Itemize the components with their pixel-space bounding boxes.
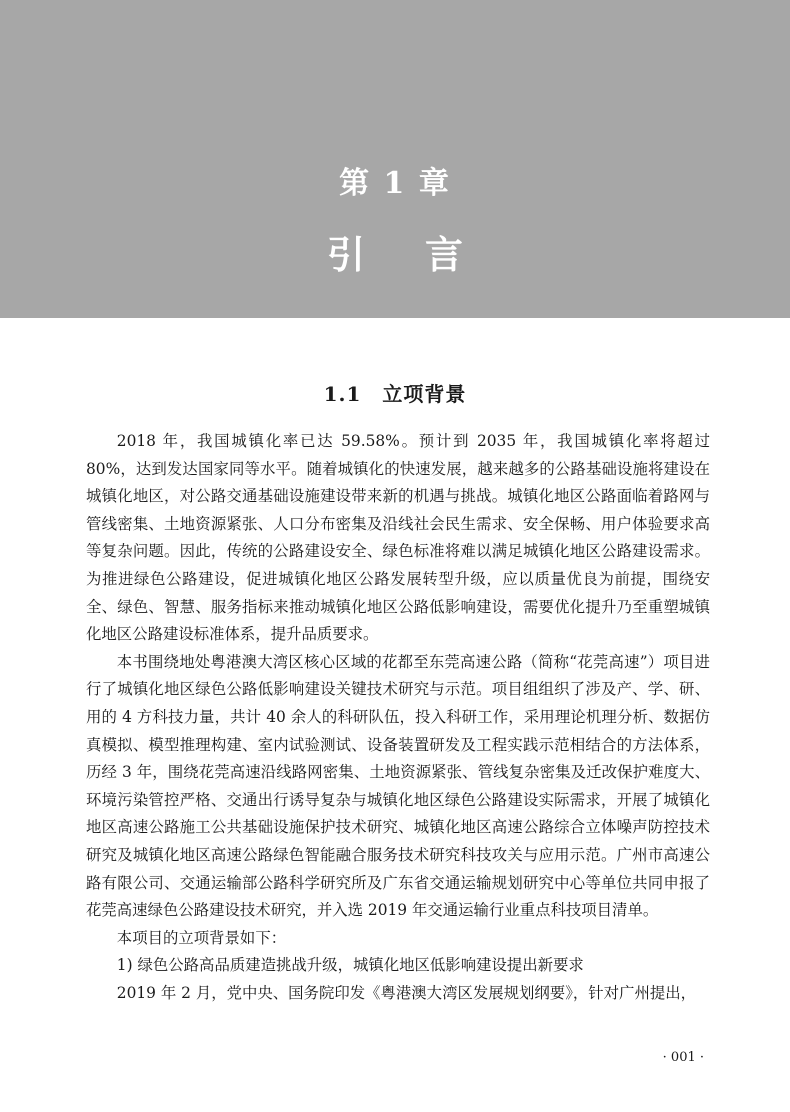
chapter-title: 引言	[326, 232, 523, 277]
paragraph: 本项目的立项背景如下：	[116, 928, 287, 947]
paragraph: 2018 年，我国城镇化率已达 59.58%。预计到 2035 年，我国城镇化率将超过 80%，达到发达国家同等水平。随着城镇化的快速发展，越来越多的公路基础设施将建设在城镇化地区，对公路交通基础设施建设带来新的机遇与挑战。城镇化地区公路面临着路网与管线密集、土地资源紧张、人口分布密集及沿线社会民生需求、安全保畅、用户体验要求高等复杂问题。因此，传统的公路建设安全、绿色标准将难以满足城镇化地区公路建设需求。为推进绿色公路建设，促进城镇化地区公路发展转型升级，应以质量优良为前提，围绕安全、绿色、智慧、服务指标来推动城镇化地区公路低影响建设，需要优化提升乃至重塑城镇化地区公路建设标准体系，提升品质要求。	[86, 432, 710, 644]
paragraph: 本书围绕地处粤港澳大湾区核心区域的花都至东莞高速公路（简称“花莞高速”）项目进行了城镇化地区绿色公路低影响建设关键技术研究与示范。项目组组织了涉及产、学、研、用的 4 方科技力量，共计 40 余人的科研队伍，投入科研工作，采用理论机理分析、数据仿真模拟、模型推理构建、室内试验测试、设备装置研发及工程实践示范相结合的方法体系，历经 3 年，围绕花莞高速沿线路网密集、土地资源紧张、管线复杂密集及迁改保护难度大、环境污染管控严格、交通出行诱导复杂与城镇化地区绿色公路建设实际需求，开展了城镇化地区高速公路施工公共基础设施保护技术研究、城镇化地区高速公路综合立体噪声防控技术研究及城镇化地区高速公路绿色智能融合服务技术研究科技攻关与应用示范。广州市高速公路有限公司、交通运输部公路科学研究所及广东省交通运输规划研究中心等单位共同申报了花莞高速绿色公路建设技术研究，并入选 2019 年交通运输行业重点科技项目清单。	[86, 652, 710, 920]
chapter-number: 第 1 章	[339, 166, 451, 201]
paragraph: 1) 绿色公路高品质建造挑战升级，城镇化地区低影响建设提出新要求	[116, 956, 584, 975]
chapter-banner	[0, 0, 790, 318]
paragraph: 2019 年 2 月，党中央、国务院印发《粤港澳大湾区发展规划纲要》，针对广州提出，	[116, 983, 697, 1002]
body-text	[86, 428, 710, 1007]
section-heading: 1.1 立项背景	[323, 382, 467, 406]
page-number: · 001 ·	[662, 1050, 704, 1065]
